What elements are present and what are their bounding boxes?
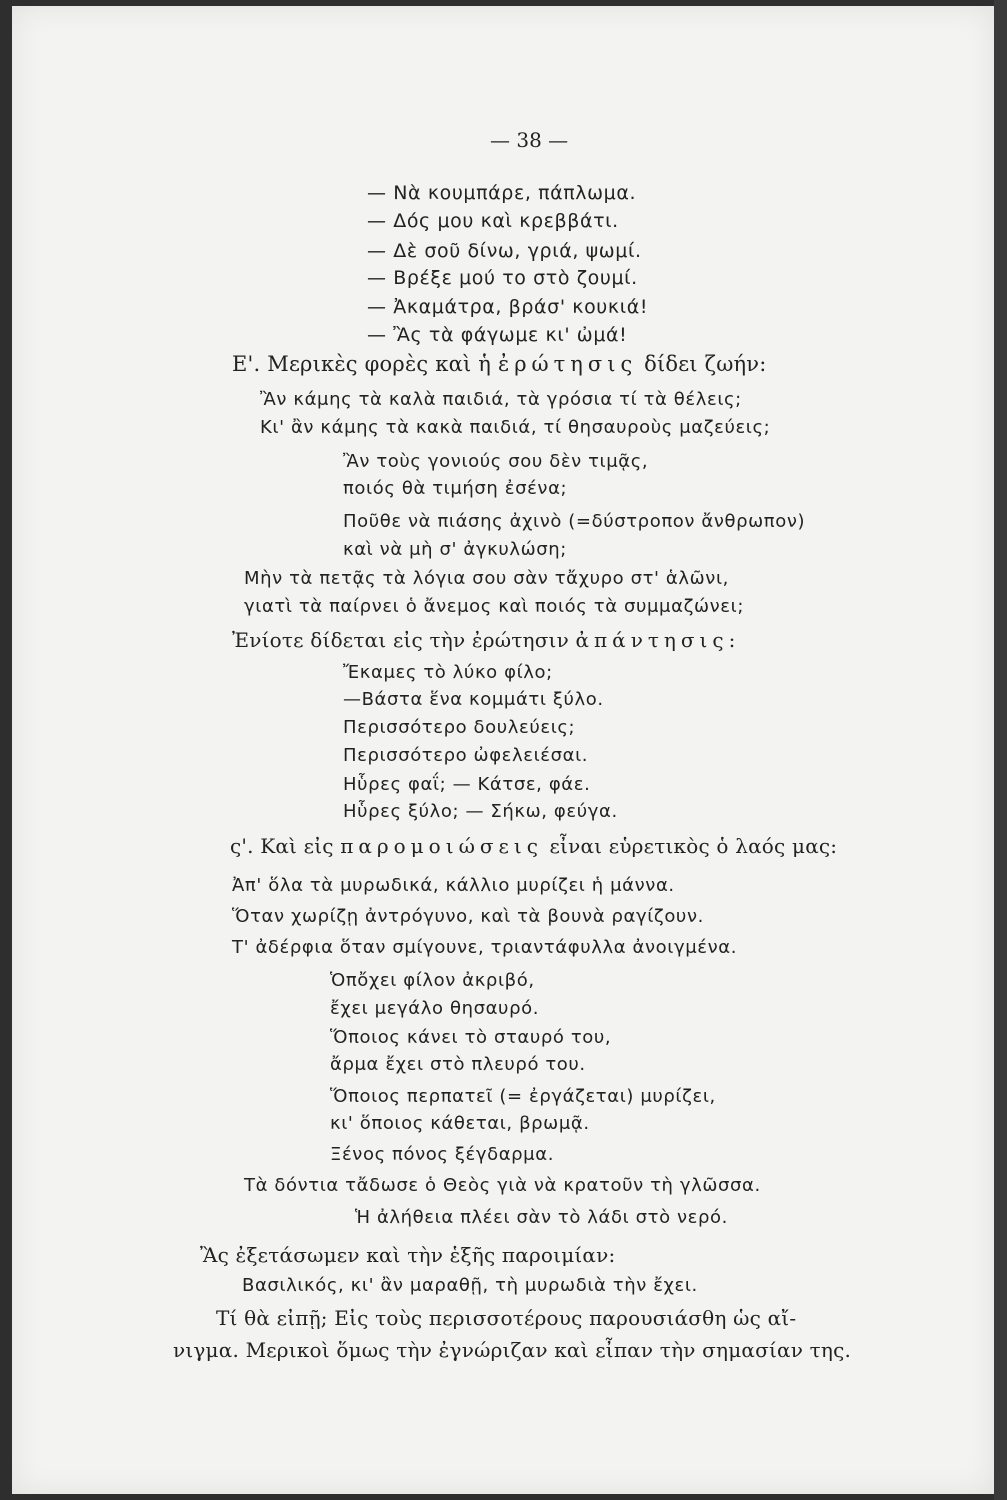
text-line: Κι' ἂν κάμης τὰ κακὰ παιδιά, τί θησαυροὺς μαζεύεις;: [260, 417, 771, 438]
section-st-heading: [230, 836, 837, 856]
text-line: Ηὗρες φαΐ; — Κάτσε, φάε.: [343, 774, 591, 795]
text-line: Ηὗρες ξύλο; — Σήκω, φεύγα.: [343, 801, 618, 822]
dialogue-line: — Ἂς τὰ φάγωμε κι' ὠμά!: [367, 324, 628, 346]
page-number: — 38 —: [490, 128, 569, 152]
text-line: γιατὶ τὰ παίρνει ὁ ἄνεμος καὶ ποιός τὰ συμμαζώνει;: [244, 596, 744, 617]
text-line: ποιός θὰ τιμήση ἐσένα;: [343, 478, 568, 499]
dialogue-line: — Δός μου καὶ κρεββάτι.: [367, 210, 619, 232]
text-line: Ποῦθε νὰ πιάσης ἀχινὸ (=δύστροπον ἄνθρωπον): [343, 511, 806, 532]
dialogue-line: — Δὲ σοῦ δίνω, γριά, ψωμί.: [367, 240, 642, 262]
text-line: Ὅποιος περπατεῖ (= ἐργάζεται) μυρίζει,: [330, 1086, 716, 1107]
dialogue-line: — Ἀκαμάτρα, βράσ' κουκιά!: [367, 296, 649, 318]
text-line: Ἔκαμες τὸ λύκο φίλο;: [343, 662, 553, 683]
text-line: Μὴν τὰ πετᾷς τὰ λόγια σου σὰν τἄχυρο στ' ἁλῶνι,: [244, 568, 729, 589]
text-line: Τὰ δόντια τἄδωσε ὁ Θεὸς γιὰ νὰ κρατοῦν τὴ γλῶσσα.: [244, 1175, 761, 1196]
answer-intro-prefix: Ἐνίοτε δίδεται εἰς τὴν ἐρώτησιν: [232, 628, 569, 652]
page-edge-shadow: [994, 0, 1007, 1500]
text-line: ἄρμα ἔχει στὸ πλευρό του.: [330, 1054, 586, 1075]
closing-line: νιγμα. Μερικοὶ ὅμως τὴν ἐγνώριζαν καὶ εἶπαν τὴν σημασίαν της.: [173, 1338, 852, 1362]
text-line: Ὅταν χωρίζῃ ἀντρόγυνο, καὶ τὰ βουνὰ ραγίζουν.: [232, 906, 704, 927]
proverb-line: Βασιλικός, κι' ἂν μαραθῇ, τὴ μυρωδιὰ τὴν ἔχει.: [242, 1275, 698, 1296]
answer-intro-keyword: ἀπάντησις:: [575, 628, 741, 652]
text-line: κι' ὅποιος κάθεται, βρωμᾷ.: [330, 1113, 590, 1134]
text-line: Ἂν κάμης τὰ καλὰ παιδιά, τὰ γρόσια τί τὰ θέλεις;: [260, 389, 742, 410]
section-st-prefix: ς'. Καὶ εἰς: [230, 834, 334, 858]
text-line: Τ' ἀδέρφια ὅταν σμίγουνε, τριαντάφυλλα ἀνοιγμένα.: [232, 937, 738, 958]
text-line: Ὅποιος κάνει τὸ σταυρό του,: [330, 1027, 612, 1048]
answer-intro: [232, 630, 740, 650]
dialogue-line: — Βρέξε μού το στὸ ζουμί.: [367, 267, 638, 289]
text-line: Ξένος πόνος ξέγδαρμα.: [330, 1144, 555, 1165]
section-e-heading: [232, 354, 767, 375]
text-line: Ἡ ἀλήθεια πλέει σὰν τὸ λάδι στὸ νερό.: [355, 1207, 728, 1228]
text-line: Περισσότερο ὠφελειέσαι.: [343, 745, 589, 766]
text-line: Ὁπὄχει φίλον ἀκριβό,: [330, 970, 535, 991]
book-page: [12, 6, 994, 1494]
dialogue-line: — Νὰ κουμπάρε, πάπλωμα.: [367, 182, 637, 204]
text-line: Ἀπ' ὅλα τὰ μυρωδικά, κάλλιο μυρίζει ἡ μάννα.: [232, 875, 675, 896]
section-st-keyword: παρομοιώσεις: [340, 834, 543, 858]
text-line: —Βάστα ἕνα κομμάτι ξύλο.: [343, 689, 604, 710]
text-line: καὶ νὰ μὴ σ' ἀγκυλώση;: [343, 539, 567, 560]
text-line: Ἂν τοὺς γονιούς σου δὲν τιμᾷς,: [343, 451, 649, 472]
section-e-keyword: ἐρώτησις: [497, 352, 638, 376]
section-e-suffix: δίδει ζωήν:: [644, 352, 767, 376]
closing-line: Τί θὰ εἰπῇ; Εἰς τοὺς περισσοτέρους παρουσιάσθη ὡς αἴ-: [216, 1306, 797, 1330]
proverb-intro: Ἂς ἐξετάσωμεν καὶ τὴν ἑξῆς παροιμίαν:: [200, 1243, 616, 1267]
text-line: ἔχει μεγάλο θησαυρό.: [330, 998, 540, 1019]
section-e-prefix: Ε'. Μερικὲς φορὲς καὶ ἡ: [232, 352, 492, 376]
section-st-suffix: εἶναι εὑρετικὸς ὁ λαός μας:: [549, 834, 838, 858]
text-line: Περισσότερο δουλεύεις;: [343, 717, 576, 738]
